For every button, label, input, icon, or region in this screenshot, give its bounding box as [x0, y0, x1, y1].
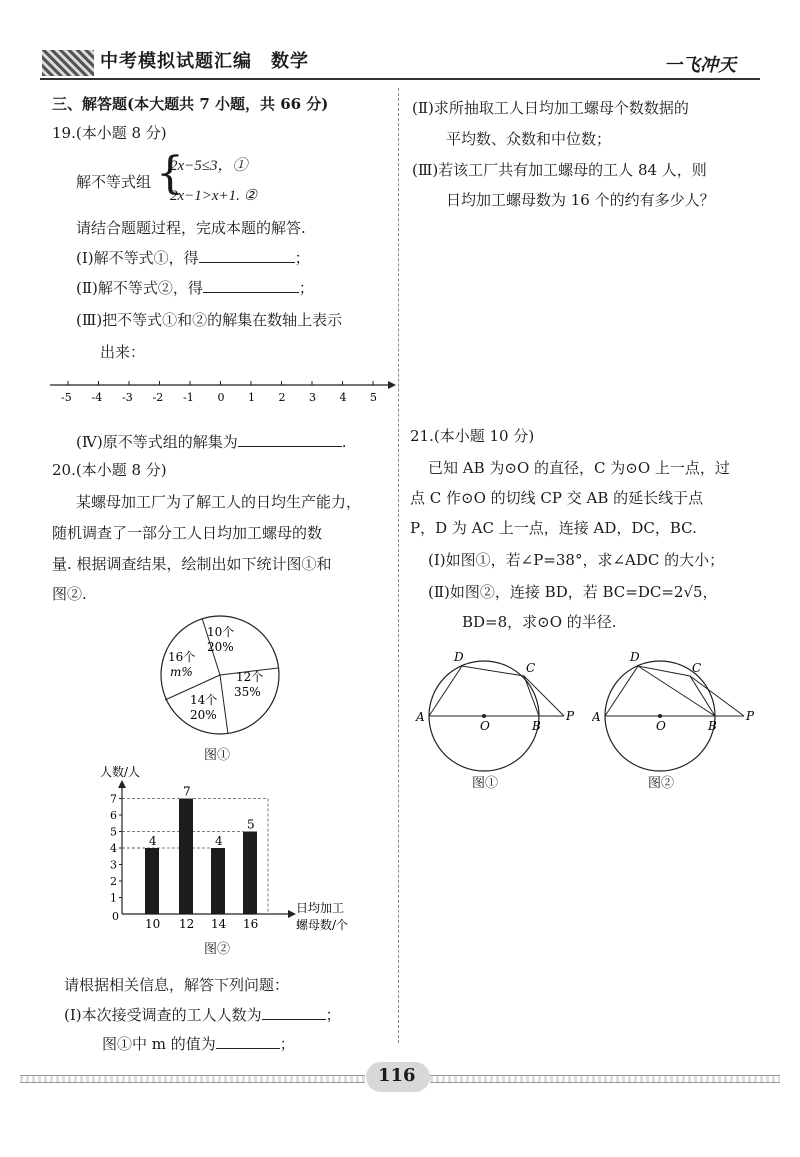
- fig2-caption: 图②: [648, 776, 675, 791]
- fig1-caption: 图①: [472, 776, 499, 791]
- q19-part2-blank[interactable]: [203, 278, 299, 293]
- pie-caption: 图①: [204, 748, 231, 763]
- fig2-label-O: O: [656, 719, 666, 733]
- bar-origin-label: 0: [112, 910, 119, 923]
- q20-sub1-semicolon: ；: [325, 1006, 341, 1024]
- number-line-label: 5: [370, 391, 377, 404]
- q19-part3-line2: 出来：: [100, 343, 146, 361]
- header-brand: 一飞冲天: [664, 55, 736, 76]
- bar-14: [211, 848, 225, 914]
- q20-text4: 图②.: [52, 585, 87, 603]
- geometry-figure-1: [412, 646, 582, 776]
- pie-chart: [150, 608, 290, 738]
- fig2-label-C: C: [692, 661, 702, 675]
- fig1-label-D: D: [454, 650, 464, 664]
- q20-sub1-label: (Ⅰ)本次接受调查的工人人数为: [64, 1006, 262, 1024]
- section-title: 三、解答题(本大题共 7 小题，共 66 分): [52, 95, 329, 113]
- q20-sub3-line1: (Ⅲ)若该工厂共有加工螺母的工人 84 人，则: [412, 161, 707, 179]
- q20-sub1b: [102, 1034, 295, 1054]
- number-line-label: 1: [248, 391, 255, 404]
- pie-slice-14-pct: 20%: [190, 708, 217, 722]
- q21-line2: 点 C 作⊙O 的切线 CP 交 AB 的延长线于点: [410, 489, 704, 507]
- q20-text2: 随机调查了一部分工人日均加工螺母的数: [52, 524, 323, 542]
- fig1-label-B: B: [532, 719, 541, 733]
- footer-band-right: [430, 1075, 780, 1083]
- q19-part3-line1: (Ⅲ)把不等式①和②的解集在数轴上表示: [76, 311, 343, 329]
- geometry-figure-2: [592, 646, 762, 776]
- q19-ineq2: 2x−1>x+1. ②: [170, 188, 258, 204]
- number-line: [48, 376, 398, 410]
- q21-line3: P，D 为 AC 上一点，连接 AD，DC，BC.: [410, 519, 697, 537]
- bar-category-label: 10: [145, 917, 161, 931]
- q19-part4: [76, 432, 346, 452]
- q20-sub1b-blank[interactable]: [216, 1034, 280, 1049]
- q19-instruction: 请结合题题过程，完成本题的解答.: [76, 219, 306, 237]
- number-line-label: 0: [217, 391, 225, 404]
- brace: {: [156, 148, 184, 199]
- number-line-label: -5: [61, 391, 72, 404]
- q20-heading: 20.(本小题 8 分): [52, 461, 167, 479]
- footer-band-left: [20, 1075, 365, 1083]
- q21-heading: 21.(本小题 10 分): [410, 427, 535, 445]
- q19-part1-label: (Ⅰ)解不等式①，得: [76, 249, 199, 267]
- bar-chart: [100, 762, 360, 942]
- fig1-label-A: A: [416, 710, 425, 724]
- fig2-label-B: B: [708, 719, 717, 733]
- bar-category-label: 16: [243, 917, 259, 931]
- q19-part2-semicolon: ；: [298, 279, 314, 297]
- bar-10: [145, 848, 159, 914]
- q20-sub1b-semicolon: ；: [279, 1035, 295, 1053]
- q20-sub2-line1: (Ⅱ)求所抽取工人日均加工螺母个数数据的: [412, 99, 689, 117]
- pie-slice-12-count: 12个: [236, 670, 264, 684]
- q19-part4-label: (Ⅳ)原不等式组的解集为: [76, 433, 238, 451]
- q19-ineq1: 2x−5≤3，①: [170, 158, 248, 174]
- fig1-label-O: O: [480, 719, 490, 733]
- q20-sub1-blank[interactable]: [262, 1005, 326, 1020]
- q21-line1: 已知 AB 为⊙O 的直径，C 为⊙O 上一点，过: [428, 459, 730, 477]
- number-line-label: -4: [91, 391, 103, 404]
- number-line-label: 4: [339, 391, 347, 404]
- bar-ytick-label: 1: [110, 891, 117, 905]
- page-number: 116: [378, 1065, 416, 1086]
- bar-caption: 图②: [204, 942, 231, 957]
- bar-value-label: 5: [247, 817, 255, 832]
- q21-part1: (Ⅰ)如图①，若∠P=38°，求∠ADC 的大小；: [428, 551, 725, 569]
- bar-category-label: 14: [211, 917, 227, 931]
- q19-part2-label: (Ⅱ)解不等式②，得: [76, 279, 203, 297]
- bar-ytick-label: 4: [110, 842, 117, 855]
- bar-16: [243, 832, 257, 915]
- q20-sub1b-label: 图①中 m 的值为: [102, 1035, 216, 1053]
- q21-part2-line2: BD=8，求⊙O 的半径.: [462, 613, 617, 631]
- q19-part1-blank[interactable]: [199, 248, 295, 263]
- bar-ylabel: 人数/人: [100, 765, 141, 779]
- bar-value-label: 7: [183, 784, 191, 799]
- pie-slice-12-pct: 35%: [234, 685, 261, 699]
- pie-slice-16-pct: m%: [170, 665, 193, 679]
- pie-slice-14-count: 14个: [190, 693, 218, 707]
- fig1-label-P: P: [566, 709, 575, 723]
- q19-part4-period: .: [341, 433, 347, 451]
- fig2-label-D: D: [630, 650, 640, 664]
- number-line-label: 2: [278, 391, 286, 404]
- pie-slice-16-count: 16个: [168, 650, 196, 664]
- q19-part4-blank[interactable]: [238, 432, 342, 447]
- column-divider: [398, 88, 399, 1043]
- q19-part2: [76, 278, 314, 298]
- pie-slice-10-count: 10个: [207, 625, 235, 639]
- bar-xlabel-line1: 日均加工: [296, 901, 345, 915]
- q19-intro: 解不等式组: [76, 173, 152, 191]
- fig2-label-A: A: [592, 710, 601, 724]
- bar-xlabel-line2: 螺母数/个: [296, 918, 349, 932]
- q21-part2-line1: (Ⅱ)如图②，连接 BD，若 BC=DC=2√5，: [428, 583, 718, 601]
- q19-heading: 19.(本小题 8 分): [52, 124, 167, 142]
- bar-category-label: 12: [179, 917, 195, 931]
- bar-ytick-label: 2: [110, 875, 117, 888]
- fig1-label-C: C: [526, 661, 536, 675]
- bar-value-label: 4: [149, 834, 157, 848]
- bar-ytick-label: 3: [110, 858, 117, 872]
- bar-ytick-label: 7: [110, 792, 117, 806]
- number-line-label: -2: [152, 391, 164, 404]
- bar-12: [179, 799, 193, 915]
- header-pattern: [42, 50, 94, 76]
- number-line-label: 3: [309, 391, 316, 404]
- q19-part1-semicolon: ；: [294, 249, 310, 267]
- q20-text1: 某螺母加工厂为了解工人的日均生产能力，: [76, 493, 362, 511]
- fig2-label-P: P: [746, 709, 755, 723]
- bar-value-label: 4: [215, 834, 223, 848]
- number-line-label: -1: [183, 391, 194, 404]
- header-title: 中考模拟试题汇编 数学: [100, 51, 309, 72]
- bar-ytick-label: 6: [110, 809, 117, 822]
- pie-slice-10-pct: 20%: [207, 640, 234, 654]
- q20-sub3-line2: 日均加工螺母数为 16 个的约有多少人？: [446, 191, 715, 209]
- q20-text3: 量. 根据调查结果，绘制出如下统计图①和: [52, 555, 332, 573]
- q19-part1: [76, 248, 310, 268]
- q20-sub1: [64, 1005, 341, 1025]
- number-line-label: -3: [122, 391, 133, 404]
- bar-ytick-label: 5: [110, 825, 117, 839]
- q20-ask: 请根据相关信息，解答下列问题：: [64, 976, 290, 994]
- q20-sub2-line2: 平均数、众数和中位数；: [446, 130, 612, 148]
